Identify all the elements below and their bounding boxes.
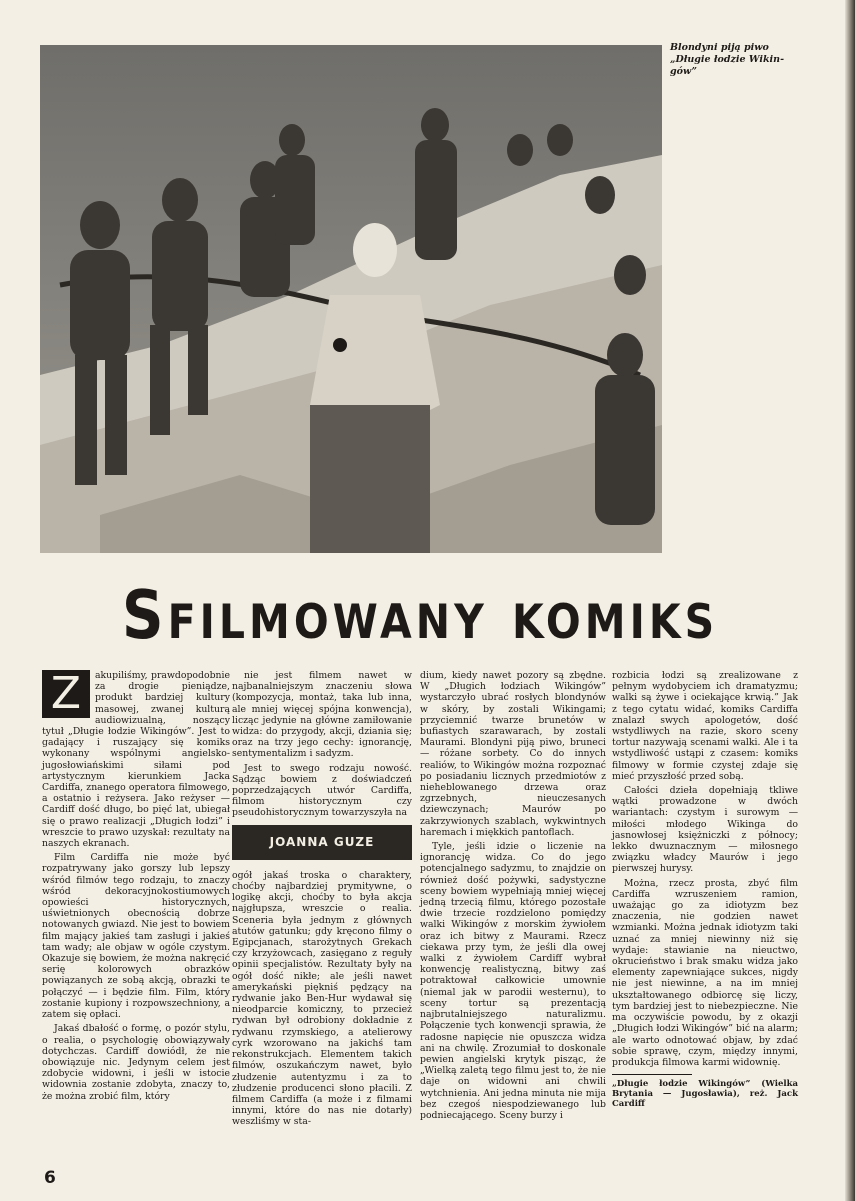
footnote-rule xyxy=(612,1074,692,1075)
author-box: JOANNA GUZE xyxy=(232,825,412,860)
page-edge xyxy=(845,0,855,1201)
film-still-photo xyxy=(40,45,662,553)
photo-caption-line1: Blondyni piją piwo xyxy=(670,42,769,53)
paragraph: Jest to swego rodzaju nowość. Sądząc bowiem z doświadczeń poprzedzających utwór Cardiffa, filmom historycznym czy pseudohistorycznym towarzyszyła na xyxy=(232,762,412,819)
paragraph: Z akupiliśmy, prawdopodobnie za drogie pieniądze, produkt bardziej kultury masowej, zwanej kulturą audiowizualną, noszący tytuł „Długie łodzie Wikingów”. Jest to gadający i ruszający się komiks wykonany wspólnymi angielsko-jugosłowiańskimi siłami pod artystycznym kierunkiem Jacka Cardiffa, znanego operatora filmowego, a ostatnio i reżysera. Jako reżyser — Cardiff dość długo, bo pięć lat, ubiegał się o prawo realizacji „Długich łodzi” i wreszcie to prawo uzyskał: rezultaty na naszych ekranach. xyxy=(42,668,230,850)
article-column-2 xyxy=(232,670,412,1131)
photo-caption-line2: „Długie łodzie Wikin-gów” xyxy=(670,54,785,77)
paragraph: dium, kiedy nawet pozory są zbędne. W „Długich łodziach Wikingów” wystarczyło ubrać rosłych blondynów w skóry, by zostali Wikingami; przyciemnić twarze brunetów w bufiastych szarawarach, by zostali Maurami. Blondyni piją piwo, bruneci — różane sorbety. Co do innych realiów, to Wikingów można rozpoznać po posiadaniu licznych przedmiotów z nieheblowanego drzewa oraz zgrzebnych, nieuczesanych dziewczynach; Maurów po zakrzywionych szablach, wykwintnych haremach i miękkich pantoflach. xyxy=(420,670,606,838)
paragraph: Jakaś dbałość o formę, o pozór stylu, o realia, o psychologię obowiązywały dotychczas. Cardiff dowiódł, że nie obowiązuje nic. Jedynym celem jest zdobycie widowni, i jeśli w istocie widownia zostanie zdobyta, znaczy to, że można zrobić film, który xyxy=(42,1023,230,1102)
film-credits-footnote: „Długie łodzie Wikingów” (Wielka Brytania — Jugosławia), reż. Jack Cardiff xyxy=(612,1079,798,1110)
article-column-3 xyxy=(420,670,606,1124)
paragraph: Tyle, jeśli idzie o liczenie na ignorancję widza. Co do jego potencjalnego sadyzmu, to znajdzie on również dość pożywki, sadystyczne sceny bowiem wypełniają mniej więcej jedną trzecią filmu, którego pozostałe dwie trzecie rozdzielono pomiędzy walki Wikingów z morskim żywiołem oraz ich bitwy z Maurami. Rzecz ciekawa przy tym, że jeśli dla owej walki z żywiołem Cardiff wybrał konwencję realistyczną, bitwy zaś potraktował całkowicie umownie (niemal jak w parodii westernu), to sceny tortur są prezentacją najbrutalniejszego naturalizmu. Połączenie tych konwencji sprawia, że radosne napięcie nie opuszcza widza ani na chwilę. Zrozumiał to doskonale pewien angielski krytyk pisząc, że „Wielką zaletą tego filmu jest to, że nie daje on widowni ani chwili wytchnienia. Ani jedna minuta nie mija bez czegoś niespodziewanego lub podniecającego. Sceny burzy i xyxy=(420,841,606,1121)
paragraph: Film Cardiffa nie może być rozpatrywany jako gorszy lub lepszy wśród filmów tego rodzaju, to znaczy wśród dekoracyjnokostiumowych opowieści historycznych, uświetnionych obecnością dobrze notowanych gwiazd. Nie jest to bowiem film mający jakieś tam zasługi i jakieś tam wady; ale objaw w ogóle czystym. Okazuje się bowiem, że można nakręcić serię kolorowych obrazków powiązanych ze sobą akcją, obrazki te połączyć — i będzie film. Film, który zostanie kupiony i rozpowszechniony, a zatem się opłaci. xyxy=(42,852,230,1021)
page-number: 6 xyxy=(44,1168,56,1188)
photo-caption xyxy=(670,42,788,78)
paragraph: Całości dzieła dopełniają tkliwe wątki prowadzone w dwóch wariantach: czystym i surowym — miłości młodego Wikinga do jasnowłosej księżniczki z północy; lekko dwuznacznym — miłosnego związku władcy Maurów i jego pierwszej hurysy. xyxy=(612,785,798,875)
dropcap: Z xyxy=(42,670,90,718)
paragraph: ogół jakaś troska o charaktery, choćby najbardziej prymitywne, o logikę akcji, choćby to była akcja najgłupsza, wreszcie o realia. Sceneria była jednym z głównych atutów gatunku; gdy kręcono filmy o Egipcjanach, starożytnych Grekach czy krzyżowcach, zasięgano z reguły opinii specjalistów. Rezultaty były na ogół dość nikłe; ale jeśli nawet amerykański piękniś pędzący na rydwanie jako Ben-Hur wydawał się nieodparcie komiczny, to przecież rydwan był odrobiony dokładnie z rydwanu rzymskiego, a atelierowy cyrk wzorowano na jakichś tam rekonstrukcjach. Elementem takich filmów, oszukańczym nawet, było złudzenie autentyzmu i za to złudzenie producenci słono płacili. Z filmem Cardiffa (a może i z filmami innymi, które do nas nie dotarły) weszliśmy w sta- xyxy=(232,869,412,1128)
paragraph: rozbicia łodzi są zrealizowane z pełnym wydobyciem ich dramatyzmu; walki są żywe i ociekające krwią.” Jak z tego cytatu widać, komiks Cardiffa znalazł swych apologetów, dość wstydliwych na razie, skoro sceny tortur nazywają scenami walki. Ale i ta wstydliwość ustąpi z czasem: komiks filmowy w formie czystej zdaje się mieć przyszłość przed sobą. xyxy=(612,670,798,782)
paragraph: Można, rzecz prosta, zbyć film Cardiffa wzruszeniem ramion, uważając go za idiotyzm bez znaczenia, nie godzien nawet wzmianki. Można jednak idiotyzm taki uznać za mniej niewinny niż się wydaje: stawianie na nieuctwo, okrucieństwo i brak smaku widza jako elementy zapewniające sukces, nigdy nie jest niewinne, a na im mniej ukształtowanego odbiorcę się liczy, tym bardziej jest to niebezpieczne. Nie ma oczywiście powodu, by z okazji „Długich łodzi Wikingów” bić na alarm; ale warto odnotować objaw, by zdać sobie sprawę, czym, między innymi, produkcja filmowa karmi widownię. xyxy=(612,877,798,1068)
article-column-4 xyxy=(612,670,798,1112)
paragraph: nie jest filmem nawet w najbanalniejszym znaczeniu słowa (kompozycja, montaż, taka lub inna, ale mniej więcej spójna konwencja), licząc jedynie na główne zamiłowanie widza: do przygody, akcji, dziania się; oraz na trzy jego cechy: ignorancję, sentymentalizm i sadyzm. xyxy=(232,670,412,760)
article-column-1 xyxy=(42,670,230,1105)
article-headline: Sfilmowany komiks xyxy=(121,575,719,655)
